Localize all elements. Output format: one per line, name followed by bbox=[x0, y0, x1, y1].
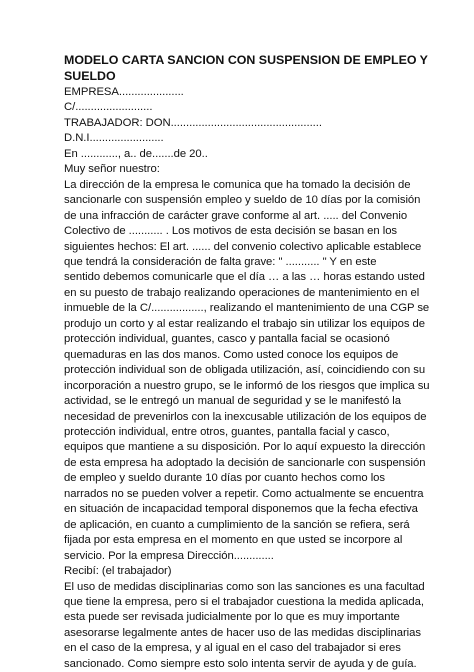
letter-text-line: de esta empresa ha adoptado la decisión de sancionarle con suspensión bbox=[64, 456, 426, 469]
document-body bbox=[64, 85, 474, 672]
letter-text-line: quemaduras en las dos manos. Como usted conoce los equipos de bbox=[64, 348, 399, 361]
letter-text-line: protección individual son de obligada utilización, así, coincidiendo con su bbox=[64, 364, 426, 377]
note-text-line: que tiene la empresa, pero si el trabajador cuestiona la medida aplicada, bbox=[64, 595, 424, 608]
letter-text-line: inmueble de la C/................., realizando el mantenimiento de una CGP se bbox=[64, 302, 430, 315]
letter-text-line: siguientes hechos: El art. ...... del convenio colectivo aplicable establece bbox=[64, 240, 422, 253]
letter-text-line: protección individual, entre otros, guantes, pantalla facial y casco, bbox=[64, 425, 390, 438]
note-text-line: sancionado. Como siempre esto solo intenta servir de ayuda y de guía. bbox=[64, 657, 417, 670]
letter-text-line: sancionarle con suspensión empleo y sueldo de 10 días por la comisión bbox=[64, 194, 421, 207]
letter-text-line: protección individual, guantes, casco y pantalla facial se ocasionó bbox=[64, 333, 390, 346]
note-text-line: en el caso de la empresa, y al igual en el caso del trabajador si eres bbox=[64, 642, 401, 655]
note-text-line: esta puede ser revisada judicialmente por lo que es muy importante bbox=[64, 611, 400, 624]
title-line: SUELDO bbox=[64, 69, 116, 83]
letter-text-line: incorporación a nuestro grupo, se le informó de los riesgos que implica su bbox=[64, 379, 430, 392]
signature-line: servicio. Por la empresa Dirección............. bbox=[64, 549, 274, 562]
worker-field-line: TRABAJADOR: DON................................................. bbox=[64, 116, 322, 129]
letter-text-line: en su puesto de trabajo realizando operaciones de mantenimiento en el bbox=[64, 286, 420, 299]
salutation-line: Muy señor nuestro: bbox=[64, 163, 160, 176]
note-text-line: El uso de medidas disciplinarias como son las sanciones es una facultad bbox=[64, 580, 425, 593]
address-field-line: C/......................... bbox=[64, 101, 153, 114]
note-text-line: asesorarse legalmente antes de hacer uso de las medidas disciplinarias bbox=[64, 626, 421, 639]
letter-text-line: La dirección de la empresa le comunica que ha tomado la decisión de bbox=[64, 178, 411, 191]
letter-text-line: fijada por esta empresa en el momento en que usted se incorpore al bbox=[64, 534, 403, 547]
letter-text-line: necesidad de prevenirlos con la inexcusable utilización de los equipos de bbox=[64, 410, 427, 423]
letter-text-line: produjo un corto y al estar realizando el trabajo sin utilizar los equipos de bbox=[64, 317, 425, 330]
dni-field-line: D.N.I........................ bbox=[64, 132, 164, 145]
letter-text-line: que tendrá la consideración de falta grave: " ........... " Y en este bbox=[64, 255, 377, 268]
document-title bbox=[64, 52, 474, 84]
letter-text-line: actividad, se le entregó un manual de seguridad y se le manifestó la bbox=[64, 395, 401, 408]
company-field-line: EMPRESA..................... bbox=[64, 86, 184, 98]
letter-text-line: Colectivo de ........... . Los motivos de esta decisión se basan en los bbox=[64, 225, 398, 238]
letter-text-line: sentido debemos comunicarle que el día … a las … horas estando usted bbox=[64, 271, 425, 284]
letter-text-line: de aplicación, en cuanto a cumplimiento de la sanción se refiera, será bbox=[64, 518, 410, 531]
title-line: MODELO CARTA SANCION CON SUSPENSION DE EMPLEO Y bbox=[64, 53, 428, 67]
letter-text-line: de una infracción de carácter grave conforme al art. ..... del Convenio bbox=[64, 209, 408, 222]
letter-text-line: narrados no se pueden volver a repetir. Como actualmente se encuentra bbox=[64, 487, 424, 500]
date-line: En ............, a.. de.......de 20.. bbox=[64, 147, 208, 160]
receipt-line: Recibí: (el trabajador) bbox=[64, 565, 172, 578]
letter-text-line: de empleo y sueldo durante 10 días por cuanto hechos como los bbox=[64, 472, 386, 485]
letter-text-line: equipos que mantiene a su disposición. Por lo aquí expuesto la dirección bbox=[64, 441, 426, 454]
letter-text-line: en situación de incapacidad temporal disponemos que la fecha efectiva bbox=[64, 503, 418, 516]
